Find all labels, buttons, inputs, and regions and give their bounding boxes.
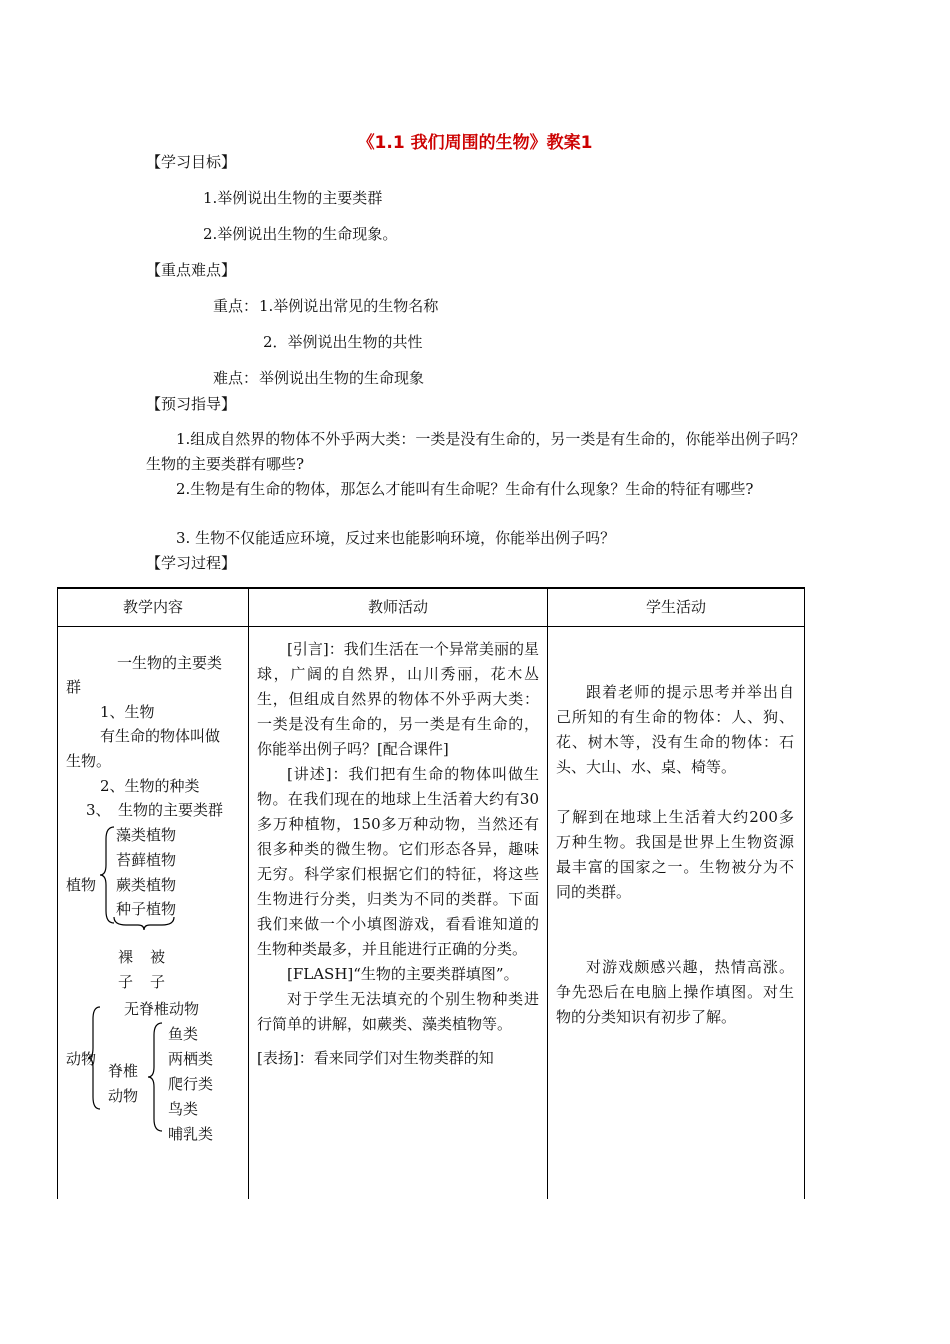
seed-type-a: 裸 <box>118 948 134 966</box>
table-header-row <box>58 588 805 627</box>
teacher-paragraph: 对于学生无法填充的个别生物种类进行简单的讲解，如蕨类、藻类植物等。 <box>257 990 539 1033</box>
animal-brace <box>86 1005 102 1111</box>
teacher-paragraph: [讲述]：我们把有生命的物体叫做生物。在我们现在的地球上生活着大约有30多万种植物，150多万种动物，当然还有很多种类的微生物。它们形态各异，趣味无穷。科学家们根据它们的特征，将这些生物进行分类，归类为不同的类群。下面我们来做一个小填图游戏，看看谁知道的生物种类最多，并且能进行正确的分类。 <box>257 765 539 958</box>
focus-label: 重点： <box>213 297 259 315</box>
content-line: 2、生物的种类 <box>100 777 200 795</box>
seed-brace <box>112 915 176 931</box>
student-cell <box>548 627 805 1200</box>
vertebrate-item: 两栖类 <box>168 1050 214 1068</box>
preview-question-2: 2.生物是有生命的物体，那怎么才能叫有生命呢？生命有什么现象？生命的特征有哪些? <box>176 480 754 498</box>
content-line: 生物。 <box>66 752 112 770</box>
header-student: 学生活动 <box>548 588 805 627</box>
plant-item: 种子植物 <box>116 900 177 918</box>
vertebrate-item: 爬行类 <box>168 1075 214 1093</box>
lesson-table <box>57 587 805 1199</box>
focus-item-2: 2．举例说出生物的共性 <box>263 333 423 351</box>
content-line: 3、 生物的主要类群 <box>86 801 224 819</box>
student-paragraph: 跟着老师的提示思考并举出自己所知的有生命的物体：人、狗、花、树木等，没有生命的物体：石头、大山、水、桌、椅等。 <box>556 683 794 776</box>
plant-brace <box>98 825 116 925</box>
keypoints-heading: 【重点难点】 <box>146 261 237 279</box>
doc-title: 《1.1 我们周围的生物》教案1 <box>357 133 593 153</box>
vertebrate-item: 鱼类 <box>168 1025 199 1043</box>
content-line: 1、生物 <box>100 703 155 721</box>
seed-type-b: 子 <box>150 973 166 991</box>
table-row <box>58 627 805 1200</box>
teacher-cell <box>249 627 548 1200</box>
teacher-paragraph: [表扬]：看来同学们对生物类群的知 <box>257 1049 494 1067</box>
student-paragraph: 了解到在地球上生活着大约200多万种生物。我国是世界上生物资源最丰富的国家之一。生物被分为不同的类群。 <box>556 808 794 901</box>
header-content: 教学内容 <box>58 588 249 627</box>
preview-heading: 【预习指导】 <box>146 395 237 413</box>
preview-question-1: 1.组成自然界的物体不外乎两大类：一类是没有生命的，另一类是有生命的，你能举出例子吗？生物的主要类群有哪些? <box>146 430 806 473</box>
content-line: 一生物的主要类 <box>117 654 223 672</box>
header-teacher: 教师活动 <box>249 588 548 627</box>
vertebrate-label: 脊椎 <box>108 1062 139 1080</box>
process-heading: 【学习过程】 <box>146 554 237 572</box>
preview-question-3: 3. 生物不仅能适应环境，反过来也能影响环境，你能举出例子吗？ <box>176 529 616 547</box>
plant-item: 藻类植物 <box>116 826 177 844</box>
vertebrate-item: 哺乳类 <box>168 1125 214 1143</box>
student-paragraph: 对游戏颇感兴趣，热情高涨。争先恐后在电脑上操作填图。对生物的分类知识有初步了解。 <box>556 958 794 1026</box>
seed-type-b: 被 <box>150 948 166 966</box>
objective-item-2: 2.举例说出生物的生命现象。 <box>203 225 398 243</box>
content-line: 群 <box>66 678 82 696</box>
content-cell <box>58 627 249 1200</box>
plant-label: 植物 <box>66 876 97 894</box>
plant-item: 蕨类植物 <box>116 876 177 894</box>
focus-item-1: 1.举例说出常见的生物名称 <box>259 297 439 315</box>
content-line: 有生命的物体叫做 <box>100 727 221 745</box>
seed-type-a: 子 <box>118 973 134 991</box>
difficulty-item: 举例说出生物的生命现象 <box>259 369 425 387</box>
objective-item-1: 1.举例说出生物的主要类群 <box>203 189 383 207</box>
difficulty-label: 难点： <box>213 369 259 387</box>
classification-diagram <box>58 627 248 1199</box>
vertebrate-label: 动物 <box>108 1087 139 1105</box>
animal-label: 动物 <box>66 1050 97 1068</box>
teacher-paragraph: [FLASH]“生物的主要类群填图”。 <box>287 965 519 983</box>
invertebrate-label: 无脊椎动物 <box>124 1000 200 1018</box>
vertebrate-item: 鸟类 <box>168 1100 199 1118</box>
objectives-heading: 【学习目标】 <box>146 153 237 171</box>
vertebrate-brace <box>146 1021 164 1133</box>
plant-item: 苔藓植物 <box>116 851 177 869</box>
teacher-paragraph: [引言]：我们生活在一个异常美丽的星球，广阔的自然界，山川秀丽，花木丛生，但组成自然界的物体不外乎两大类：一类是没有生命的，另一类是有生命的，你能举出例子吗？[配合课件] <box>257 640 539 758</box>
